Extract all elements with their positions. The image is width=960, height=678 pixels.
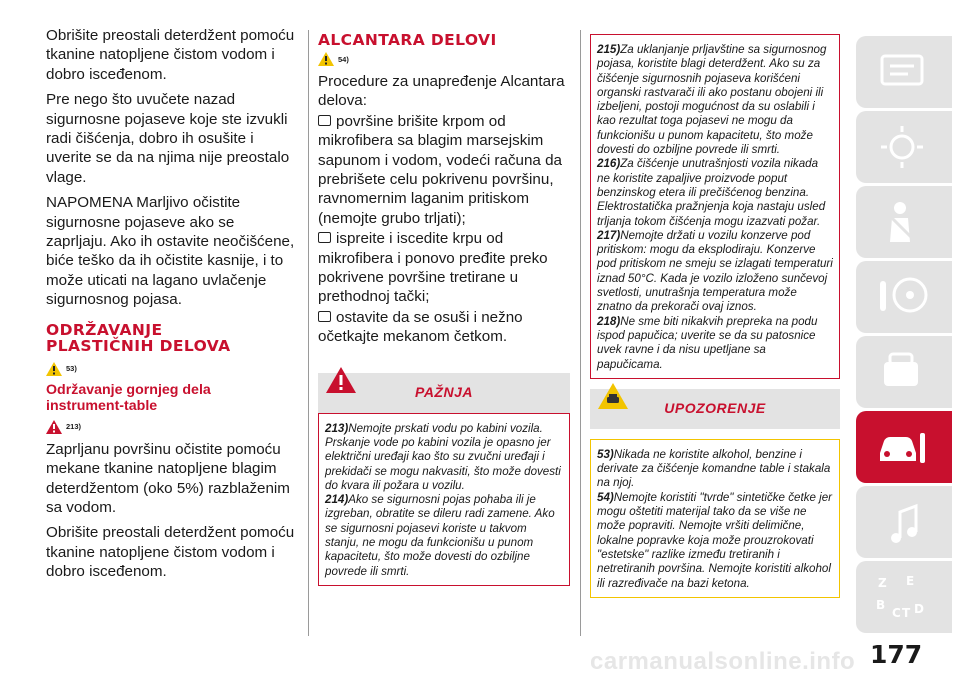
warning-text: Ne sme biti nikakvih prepreka na podu ispod papučica; uverite se da su patosnice uvek ravne i da nisu upetljane sa papučicama. (597, 314, 818, 371)
banner-title: PAŽNJA (415, 383, 473, 400)
seat-safety-icon (876, 198, 932, 246)
caution-number: 54) (597, 490, 614, 504)
warning-item (597, 157, 833, 228)
reference-number: 54) (338, 54, 349, 64)
warning-box (318, 413, 570, 586)
index-icon (876, 573, 932, 621)
warning-number: 215) (597, 43, 621, 56)
reference-number: 213) (66, 422, 82, 432)
list-item-text: površine brišite krpom od mikrofibera sa blagim marsejskim sapunom i vodom, vodeći računa da prebrišete celu pokrivenu površinu, ravnomernim laganim pritiskom (nemojte grubo trljati); (318, 112, 562, 227)
warning-text: Za čišćenje unutrašnjosti vozila nikada ne koristite zapaljive proizvode poput benzinskog etera ili prečišćenog benzina. Elektrostatička pražnjenja koja nastaju usled trljanja tokom čišćenja mogu izazvati požar. (597, 157, 826, 228)
column-middle (318, 26, 570, 586)
caution-banner (590, 389, 840, 429)
list-item-text: ostavite da se osuši i nežno očetkajte mekanom četkom. (318, 308, 523, 346)
column-right (590, 34, 840, 598)
bullet-box-icon (318, 115, 331, 126)
warning-box-continued (590, 34, 840, 379)
tab-car-maintenance[interactable] (856, 411, 952, 483)
warning-number: 213) (325, 421, 349, 435)
warning-item (597, 43, 833, 157)
list-item-text: ispreite i iscedite krpu od mikrofibera i ponovo pređite preko pokrivene površine tretirane u prethodnoj tački; (318, 230, 548, 306)
section-title-line: ODRŽAVANJE (46, 320, 163, 339)
svg-text:B: B (876, 598, 886, 612)
car-maintenance-icon (876, 423, 932, 471)
note-reference (318, 52, 570, 66)
tab-dashboard[interactable] (856, 36, 952, 108)
banner-title: UPOZORENJE (664, 399, 766, 416)
emergency-icon (876, 348, 932, 396)
subsection-title-line: instrument-table (46, 397, 158, 414)
warning-text: Ako se sigurnosni pojas pohaba ili je izgreban, obratite se dileru radi zamene. Ako se sigurnosni pojasevi koriste u takvom stanju, ne mogu da funkcionišu u punom kapacitetu, što može dovesti do ozbiljne povrede ili smrti. (325, 493, 555, 578)
section-title-alcantara: ALCANTARA DELOVI (318, 31, 497, 49)
caution-note-icon (318, 52, 334, 66)
svg-text:D: D (914, 602, 924, 616)
column-divider (308, 30, 309, 636)
note-reference (46, 362, 298, 376)
svg-text:C: C (892, 606, 901, 620)
list-item (318, 307, 570, 347)
warning-text: Za uklanjanje prljavštine sa sigurnosnog pojasa, koristite blagi deterdžent. Ako su za čišćenje sigurnosnih pojaseva korišćeni organski rastvarači ili ako postanu obojeni ili izbeljeni, postoji mogućnost da su oslabili i kao rezultat toga pojasevi ne mogu da funkcionišu u punom kapacitetu, što može dovesti do ozbiljne povrede ili smrti. (597, 43, 827, 157)
subsection-title (46, 382, 298, 414)
column-divider (580, 30, 581, 636)
paragraph: Obrišite preostali deterdžent pomoću tkanine natopljene čistom vodom i dobro isceđenom. (46, 27, 295, 83)
tab-multimedia[interactable] (856, 486, 952, 558)
paragraph: Pre nego što uvučete nazad sigurnosne pojaseve koje ste izvukli radi čišćenja, dobro ih osušite i uverite se da na njima nije preostalo vlage. (46, 91, 290, 186)
reference-number: 53) (66, 364, 77, 374)
tab-index[interactable] (856, 561, 952, 633)
warning-text: Nemojte prskati vodu po kabini vozila. Prskanje vode po kabini vozila je opasno jer električni uređaji kao što su zvučni uređaji i prekidači se mogu nakvasiti, što može dovesti do kvara ili požara u vozilu. (325, 421, 561, 492)
caution-note-icon (46, 362, 62, 376)
paragraph: Zaprljanu površinu očistite pomoću mekane tkanine natopljene blagim deterdžentom (oko 5%) razblaženim sa vodom. (46, 440, 290, 516)
svg-text:Z: Z (878, 576, 887, 590)
svg-text:T: T (902, 606, 911, 620)
caution-item (597, 491, 833, 591)
warning-text: Nemojte držati u vozilu konzerve pod pritiskom: mogu da eksplodiraju. Konzerve pod pritiskom ne smeju se izlagati temperaturi iznad 50°C. Kada je vozilo izloženo sunčevoj svetlosti, unutrašnja temperatura može znatno da prekorači ovaj iznos. (597, 228, 833, 314)
caution-text: Nemojte koristiti "tvrde" sintetičke četke jer mogu oštetiti materijal tako da se više ne može popraviti. Nemojte vršiti delimične, lokalne popravke koja može prouzrokovati "estetske" razlike između tretiranih i netretiranih površina. Nemojte koristiti alkohol ili razređivače na bazi ketona. (597, 490, 833, 590)
tab-starting-driving[interactable] (856, 261, 952, 333)
list-item (318, 111, 570, 228)
warning-number: 214) (325, 493, 349, 507)
section-title-line: PLASTIČNIH DELOVA (46, 336, 231, 355)
watermark: carmanualsonline.info (590, 648, 856, 675)
section-title-plastic (46, 322, 298, 354)
warning-item (597, 315, 833, 372)
warning-number: 217) (597, 228, 621, 242)
caution-text: Nikada ne koristite alkohol, benzine i derivate za čišćenje komandne table i stakala na njoj. (597, 447, 831, 490)
warning-item (597, 229, 833, 315)
tab-seat-safety[interactable] (856, 186, 952, 258)
subsection-title-line: Održavanje gornjeg dela (46, 381, 211, 398)
paragraph: Obrišite preostali deterdžent pomoću tkanine natopljene čistom vodom i dobro isceđenom. (46, 524, 295, 581)
bullet-box-icon (318, 311, 331, 322)
warning-reference (46, 420, 298, 434)
warning-number: 216) (597, 157, 621, 171)
danger-warning-icon (46, 420, 62, 434)
warning-lights-icon (876, 123, 932, 171)
warning-item (325, 422, 563, 493)
tab-emergency[interactable] (856, 336, 952, 408)
caution-item (597, 448, 833, 491)
list-item (318, 228, 570, 307)
warning-number: 218) (597, 314, 621, 328)
multimedia-icon (876, 498, 932, 546)
caution-box (590, 439, 840, 598)
dashboard-info-icon (876, 48, 932, 96)
paragraph-note: NAPOMENA Marljivo očistite sigurnosne pojaseve ako se zaprljaju. Ako ih ostavite neočišćene, biće teško da ih očistite kasnije, i to može uticati na lagano uvlačenje sigurnosnog pojasa. (46, 194, 295, 309)
column-left (46, 26, 298, 588)
caution-number: 53) (597, 447, 614, 461)
warning-banner (318, 373, 570, 413)
warning-item (325, 493, 563, 579)
bullet-box-icon (318, 232, 331, 243)
tab-warning-lights[interactable] (856, 111, 952, 183)
page-number: 177 (870, 640, 923, 669)
starting-driving-icon (876, 273, 932, 321)
svg-text:E: E (906, 574, 915, 588)
paragraph-intro: Procedure za unapređenje Alcantara delova: (318, 73, 565, 110)
